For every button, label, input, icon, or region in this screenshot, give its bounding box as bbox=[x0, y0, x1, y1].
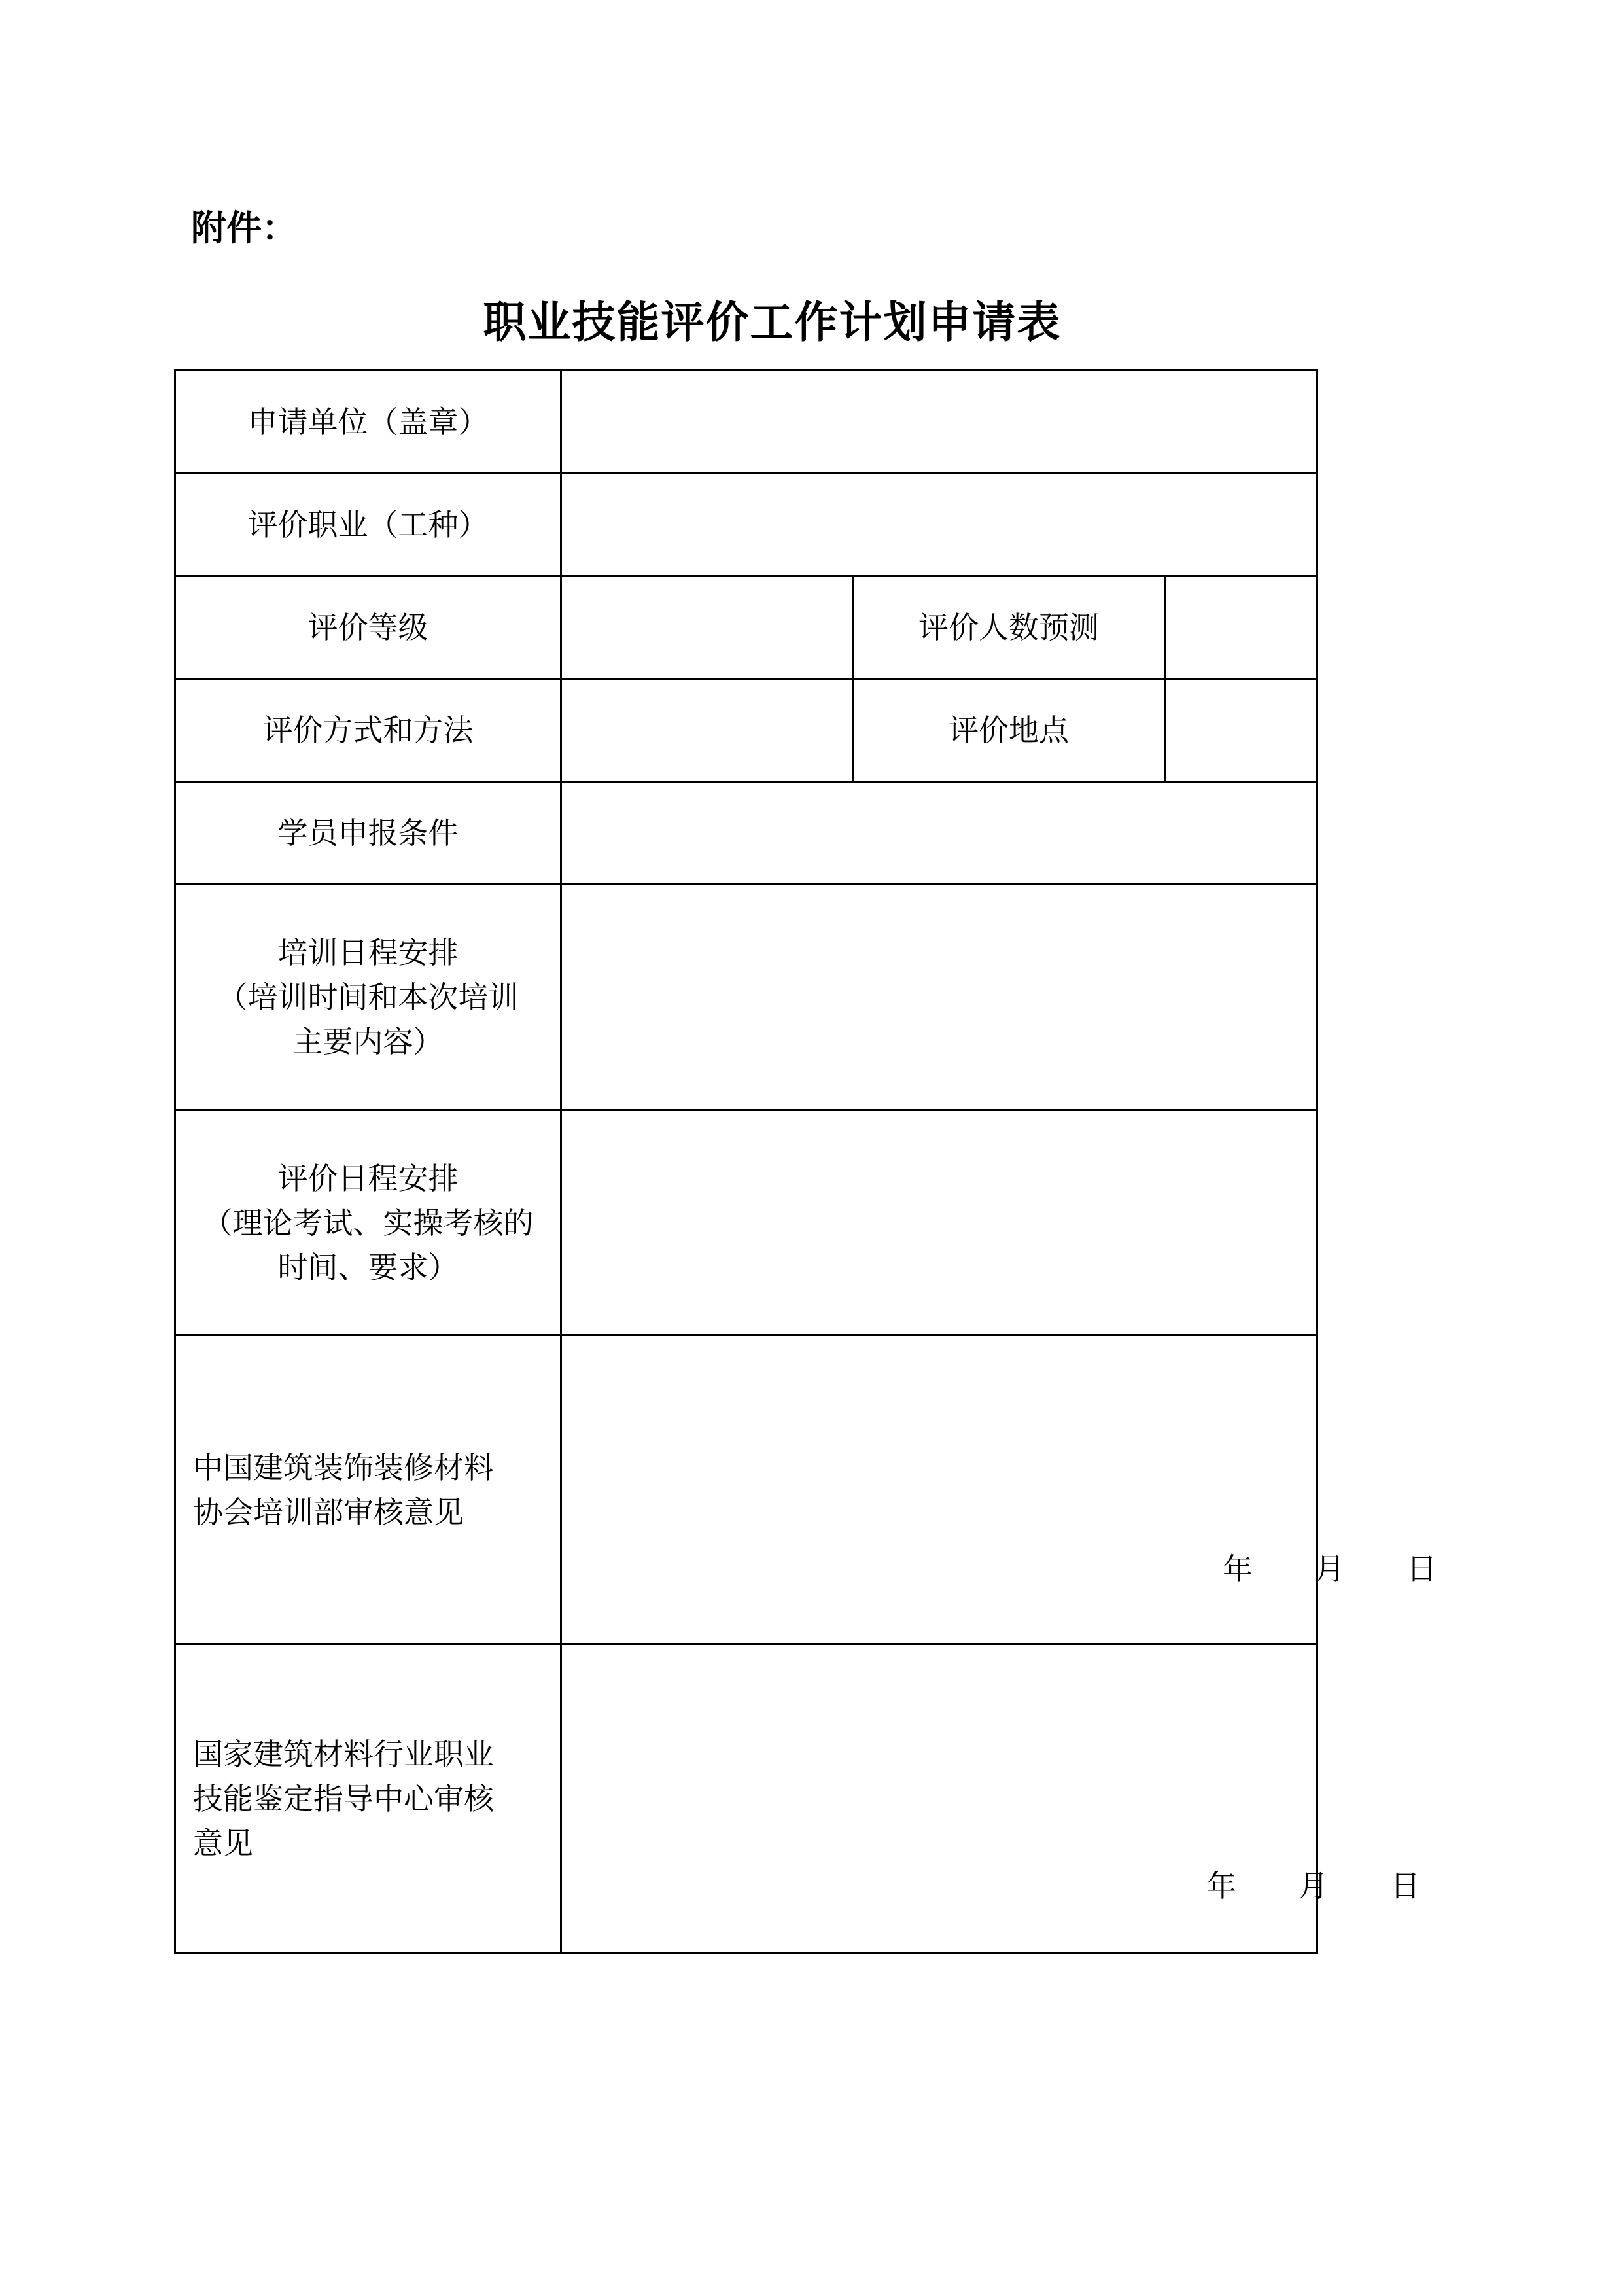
date-day: 日 bbox=[1406, 1551, 1437, 1587]
row-evaluation-level bbox=[175, 576, 1317, 679]
evaluation-location-label: 评价地点 bbox=[853, 679, 1165, 782]
national-center-review-label-line1: 国家建筑材料行业职业 bbox=[193, 1736, 494, 1772]
row-evaluation-method bbox=[175, 679, 1317, 782]
association-review-label-line1: 中国建筑装饰装修材料 bbox=[193, 1449, 494, 1485]
evaluation-method-field[interactable] bbox=[561, 679, 853, 782]
evaluation-schedule-label-line1: 评价日程安排 bbox=[277, 1160, 459, 1196]
national-center-review-label-line2: 技能鉴定指导中心审核 bbox=[193, 1780, 494, 1816]
association-review-label-line2: 协会培训部审核意见 bbox=[193, 1494, 464, 1530]
evaluation-schedule-label-line3: 时间、要求） bbox=[277, 1249, 459, 1285]
trainee-conditions-field[interactable] bbox=[561, 782, 1317, 885]
attachment-label: 附件： bbox=[191, 207, 297, 249]
date-month: 月 bbox=[1314, 1551, 1345, 1587]
form-title: 职业技能评价工作计划申请表 bbox=[483, 297, 1062, 347]
evaluation-location-field[interactable] bbox=[1165, 679, 1317, 782]
association-review-field[interactable] bbox=[561, 1335, 1437, 1644]
date-year: 年 bbox=[1206, 1868, 1236, 1903]
evaluation-schedule-label-line2: （理论考试、实操考核的 bbox=[202, 1205, 534, 1241]
date-month: 月 bbox=[1298, 1868, 1329, 1903]
row-association-review bbox=[175, 1335, 1317, 1644]
applicant-unit-field[interactable] bbox=[561, 370, 1317, 474]
association-review-label bbox=[175, 1335, 561, 1644]
row-training-schedule bbox=[175, 885, 1317, 1110]
date-year: 年 bbox=[1223, 1551, 1253, 1587]
training-schedule-label-line2: （培训时间和本次培训 bbox=[217, 980, 519, 1015]
national-center-review-label bbox=[175, 1644, 561, 1953]
evaluation-method-label: 评价方式和方法 bbox=[175, 679, 561, 782]
row-evaluation-occupation bbox=[175, 474, 1317, 576]
evaluation-schedule-label bbox=[175, 1110, 561, 1335]
training-schedule-label-line3: 主要内容） bbox=[292, 1024, 444, 1059]
training-schedule-field[interactable] bbox=[561, 885, 1317, 1110]
evaluation-count-forecast-field[interactable] bbox=[1165, 576, 1317, 679]
training-schedule-label bbox=[175, 885, 561, 1110]
application-form-table bbox=[174, 369, 1437, 1954]
national-center-review-label-line3: 意见 bbox=[193, 1825, 253, 1861]
association-review-date bbox=[1223, 1551, 1437, 1587]
date-day: 日 bbox=[1390, 1868, 1421, 1903]
national-center-review-date bbox=[1206, 1868, 1421, 1903]
evaluation-occupation-label: 评价职业（工种） bbox=[175, 474, 561, 576]
trainee-conditions-label: 学员申报条件 bbox=[175, 782, 561, 885]
row-national-center-review bbox=[175, 1644, 1317, 1953]
national-center-review-field[interactable] bbox=[561, 1644, 1421, 1953]
evaluation-schedule-field[interactable] bbox=[561, 1110, 1317, 1335]
evaluation-level-field[interactable] bbox=[561, 576, 853, 679]
evaluation-occupation-field[interactable] bbox=[561, 474, 1317, 576]
row-trainee-conditions bbox=[175, 782, 1317, 885]
row-applicant-unit bbox=[175, 370, 1317, 474]
evaluation-count-forecast-label: 评价人数预测 bbox=[853, 576, 1165, 679]
training-schedule-label-line1: 培训日程安排 bbox=[277, 935, 459, 970]
evaluation-level-label: 评价等级 bbox=[175, 576, 561, 679]
applicant-unit-label: 申请单位（盖章） bbox=[175, 370, 561, 474]
row-evaluation-schedule bbox=[175, 1110, 1317, 1335]
